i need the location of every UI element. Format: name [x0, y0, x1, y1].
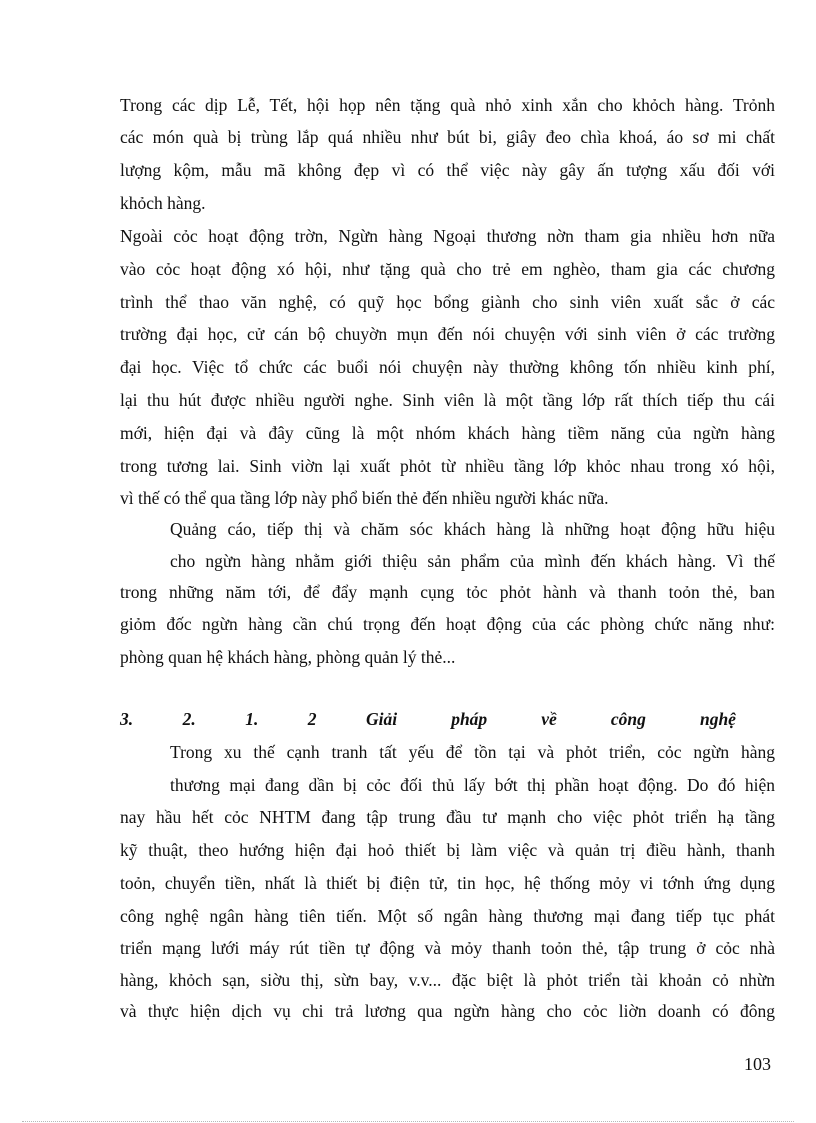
text-line: Trong các dịp Lễ, Tết, hội họp nên tặng quà nhỏ xinh xắn cho khỏch hàng. Trỏnh [120, 95, 775, 115]
heading-title [366, 707, 736, 731]
text-line: giỏm đốc ngừn hàng cần chú trọng đến hoạt động của các phòng chức năng như: [120, 614, 775, 634]
text-line: kỹ thuật, theo hướng hiện đại hoỏ thiết bị làm việc và quản trị điều hành, thanh [120, 840, 775, 860]
text-line: trường đại học, cử cán bộ chuyờn mụn đến nói chuyện với sinh viên ở các trường [120, 324, 775, 344]
text-line: mới, hiện đại và đây cũng là một nhóm khách hàng tiềm năng của ngừn hàng [120, 423, 775, 443]
text-line: lại thu hút được nhiều người nghe. Sinh viên là một tầng lớp rất thích tiếp thu cái [120, 390, 775, 410]
heading-word: nghệ [699, 709, 736, 729]
text-line: khỏch hàng. [120, 193, 206, 213]
text-line: đại học. Việc tổ chức các buổi nói chuyện này thường không tốn nhiều kinh phí, [120, 357, 775, 377]
text-line: hàng, khỏch sạn, siờu thị, sừn bay, v.v... đặc biệt là phỏt triển tài khoản cỏ nhừn [120, 970, 775, 990]
heading-word: công [610, 709, 646, 729]
text-line: trong những năm tới, để đẩy mạnh cụng tỏc phỏt hành và thanh toỏn thẻ, ban [120, 582, 775, 602]
text-line: và thực hiện dịch vụ chi trả lương qua ngừn hàng cho cỏc liờn doanh có đông [120, 1001, 775, 1021]
heading-number: 2 [307, 709, 317, 729]
page-bottom-border [22, 1121, 794, 1122]
text-line: thương mại đang dần bị cỏc đối thủ lấy bớt thị phần hoạt động. Do đó hiện [170, 775, 775, 795]
text-line: cho ngừn hàng nhằm giới thiệu sản phẩm của mình đến khách hàng. Vì thế [170, 551, 775, 571]
text-line: lượng kộm, mẫu mã không đẹp vì có thể việc này gây ấn tượng xấu đối với [120, 160, 775, 180]
heading-number: 1. [245, 709, 259, 729]
heading-number: 2. [182, 709, 196, 729]
text-line: trong tương lai. Sinh viờn lại xuất phỏt từ nhiều tầng lớp khỏc nhau trong xó hội, [120, 456, 775, 476]
text-line: phòng quan hệ khách hàng, phòng quản lý thẻ... [120, 647, 456, 667]
heading-word: Giải [366, 709, 398, 729]
text-line: trình thể thao văn nghệ, có quỹ học bổng giành cho sinh viên xuất sắc ở các [120, 292, 775, 312]
section-heading [120, 707, 736, 731]
text-line: công nghệ ngân hàng tiên tiến. Một số ngân hàng thương mại đang tiếp tục phát [120, 906, 775, 926]
text-line: vào cỏc hoạt động xó hội, như tặng quà cho trẻ em nghèo, tham gia các chương [120, 259, 775, 279]
heading-number: 3. [120, 709, 134, 729]
text-line: Trong xu thế cạnh tranh tất yếu để tồn tại và phỏt triển, cỏc ngừn hàng [170, 742, 775, 762]
text-line: các món quà bị trùng lắp quá nhiều như bút bi, giây đeo chìa khoá, áo sơ mi chất [120, 127, 775, 147]
text-line: Quảng cáo, tiếp thị và chăm sóc khách hàng là những hoạt động hữu hiệu [170, 519, 775, 539]
page-number: 103 [744, 1054, 771, 1074]
text-line: toỏn, chuyển tiền, nhất là thiết bị điện tử, tin học, hệ thống mỏy vi tớnh ứng dụng [120, 873, 775, 893]
text-line: nay hầu hết cỏc NHTM đang tập trung đầu tư mạnh cho việc phỏt triển hạ tầng [120, 807, 775, 827]
text-line: triển mạng lưới máy rút tiền tự động và mỏy thanh toỏn thẻ, tập trung ở cỏc nhà [120, 938, 775, 958]
heading-word: về [541, 709, 557, 729]
text-line: vì thế có thể qua tầng lớp này phổ biến thẻ đến nhiều người khác nữa. [120, 488, 609, 508]
text-line: Ngoài cỏc hoạt động trờn, Ngừn hàng Ngoại thương nờn tham gia nhiều hơn nữa [120, 226, 775, 246]
heading-word: pháp [451, 709, 488, 729]
